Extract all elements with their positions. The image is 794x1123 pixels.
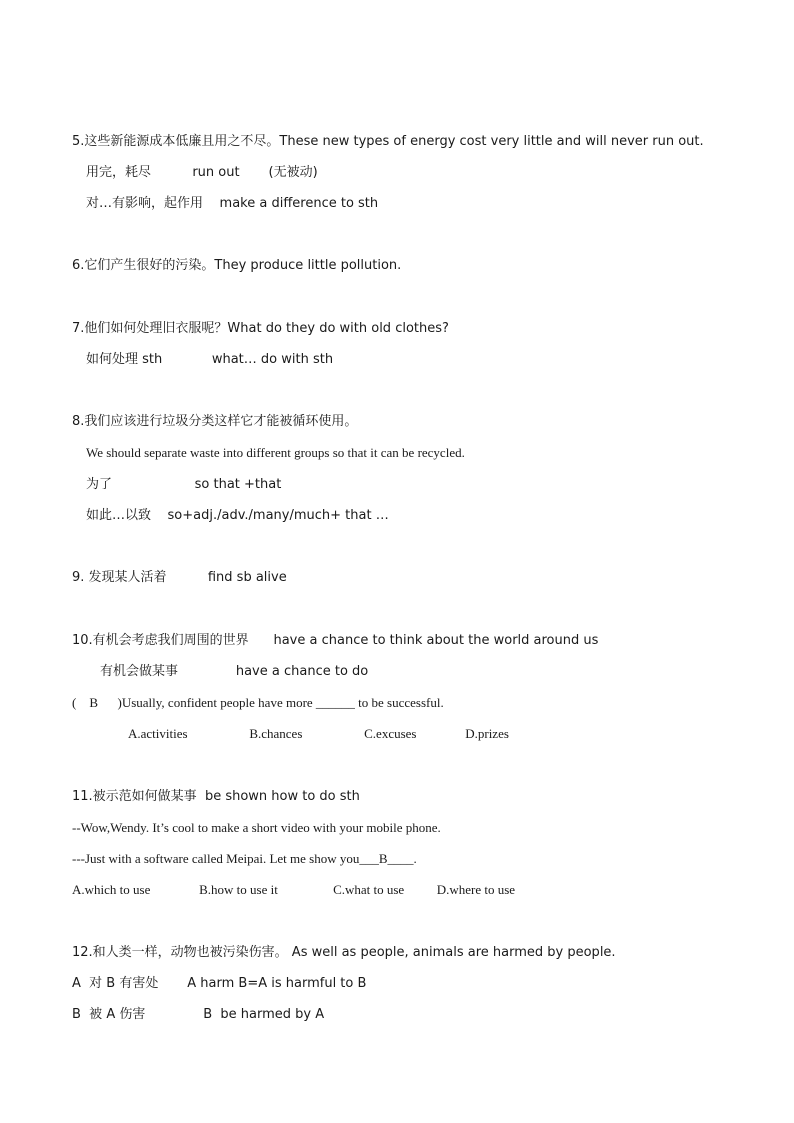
q8-note-so-that: 为了 so that +that [86, 477, 282, 492]
q10-note-have-a-chance: 有机会做某事 have a chance to do [100, 664, 369, 679]
q5-title: 5.这些新能源成本低廉且用之不尽。These new types of energy cost very little and will never run out. [72, 134, 704, 149]
q10-options: A.activities B.chances C.excuses D.prizes [128, 726, 509, 741]
q7-note-do-with: 如何处理 sth what… do with sth [86, 352, 334, 367]
q7-title: 7.他们如何处理旧衣服呢？What do they do with old clothes? [72, 321, 449, 336]
q11-dialogue-line-2: ---Just with a software called Meipai. Let me show you___B____. [72, 851, 417, 866]
q11-dialogue-line-1: --Wow,Wendy. It’s cool to make a short video with your mobile phone. [72, 820, 441, 835]
q8-note-so-that-result: 如此…以致 so+adj./adv./many/much+ that … [86, 508, 389, 523]
q12-title: 12.和人类一样，动物也被污染伤害。 As well as people, animals are harmed by people. [72, 945, 616, 960]
q8-english-sentence: We should separate waste into different groups so that it can be recycled. [86, 445, 465, 460]
q8-title: 8.我们应该进行垃圾分类这样它才能被循环使用。 [72, 414, 358, 429]
q10-title: 10.有机会考虑我们周围的世界 have a chance to think about the world around us [72, 633, 599, 648]
q9-title: 9. 发现某人活着 find sb alive [72, 570, 287, 585]
q11-options: A.which to use B.how to use it C.what to use D.where to use [72, 882, 516, 897]
q12-note-be-harmed: B 被 A 伤害 B be harmed by A [72, 1007, 325, 1022]
q5-note-run-out: 用完，耗尽 run out (无被动) [86, 165, 318, 180]
q12-note-harm: A 对 B 有害处 A harm B=A is harmful to B [72, 976, 367, 991]
q10-question: ( B )Usually, confident people have more ______ to be successful. [72, 695, 444, 710]
q5-note-make-a-difference: 对…有影响，起作用 make a difference to sth [86, 196, 379, 211]
q11-title: 11.被示范如何做某事 be shown how to do sth [72, 789, 360, 804]
q6-title: 6.它们产生很好的污染。They produce little pollution. [72, 258, 402, 273]
